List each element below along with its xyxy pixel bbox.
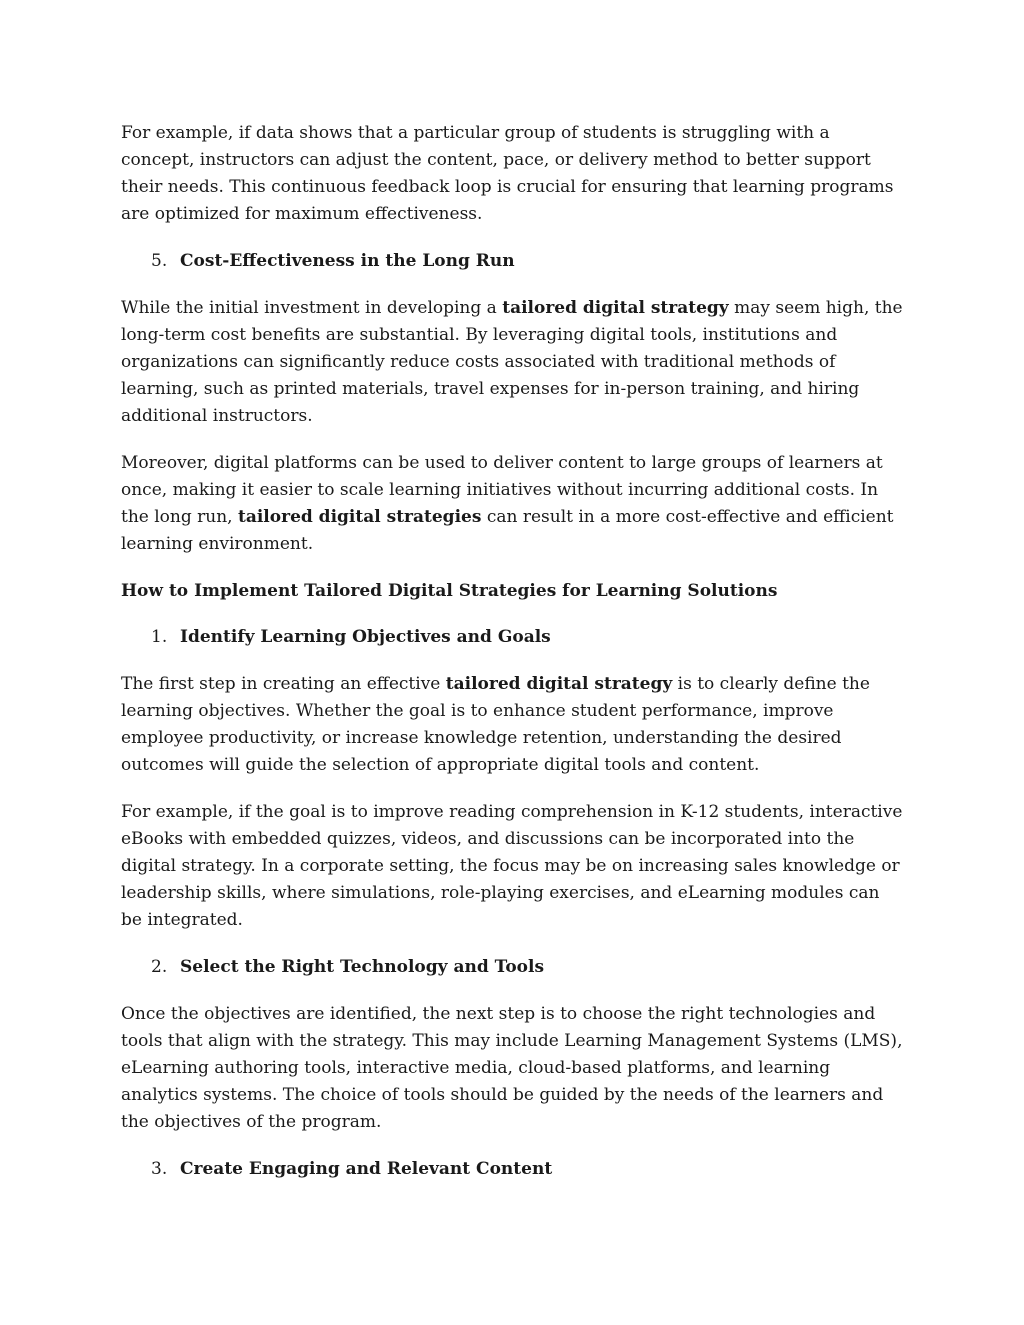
paragraph-first-step xyxy=(121,671,903,779)
text-run: may seem high, the long-term cost benefits are substantial. By leveraging digital tools, institutions and organizations can significantly reduce costs associated with traditional methods of learning, such as printed materials, travel expenses for in-person training, and hiring additional instructors. xyxy=(121,298,903,426)
list-number: 5. xyxy=(151,251,168,271)
paragraph-choose-tools: Once the objectives are identified, the next step is to choose the right technologies and tools that align with the strategy. This may include Learning Management Systems (LMS), eLearning authoring tools, interactive media, cloud-based platforms, and learning analytics systems. The choice of tools should be guided by the needs of the learners and the objectives of the program. xyxy=(121,1004,903,1132)
paragraph-reading-comprehension: For example, if the goal is to improve reading comprehension in K-12 students, interactive eBooks with embedded quizzes, videos, and discussions can be incorporated into the digital strategy. In a corporate setting, the focus may be on increasing sales knowledge or leadership skills, where simulations, role-playing exercises, and eLearning modules can be integrated. xyxy=(121,802,903,930)
list-item-title: Create Engaging and Relevant Content xyxy=(180,1159,553,1179)
text-run: While the initial investment in developing a xyxy=(121,298,503,318)
list-item-cost-effectiveness xyxy=(121,248,903,275)
list-item-identify-objectives xyxy=(121,624,903,651)
bold-term: tailored digital strategies xyxy=(237,507,482,527)
section-heading: How to Implement Tailored Digital Strategies for Learning Solutions xyxy=(121,581,778,601)
paragraph-feedback-loop: For example, if data shows that a particular group of students is struggling with a concept, instructors can adjust the content, pace, or delivery method to better support their needs. This continuous feedback loop is crucial for ensuring that learning programs are optimized for maximum effectiveness. xyxy=(121,123,894,224)
text-run: Moreover, digital platforms can be used to deliver content to large groups of learners at once, making it easier to scale learning initiatives without incurring additional costs. In the long run, xyxy=(121,453,883,527)
bold-term: tailored digital strategy xyxy=(502,298,729,318)
bold-term: tailored digital strategy xyxy=(445,674,673,694)
list-item-title: Select the Right Technology and Tools xyxy=(180,957,545,977)
list-item-title: Identify Learning Objectives and Goals xyxy=(180,627,551,647)
paragraph-initial-investment xyxy=(121,295,903,430)
list-item-create-content xyxy=(121,1156,903,1183)
list-number: 3. xyxy=(151,1159,168,1179)
list-item-select-technology xyxy=(121,954,903,981)
paragraph-scale-learning xyxy=(121,450,903,558)
list-item-title: Cost-Effectiveness in the Long Run xyxy=(180,251,515,271)
text-run: can result in a more cost-effective and efficient learning environment. xyxy=(121,507,894,554)
text-run: is to clearly define the learning objectives. Whether the goal is to enhance student performance, improve employee productivity, or increase knowledge retention, understanding the desired outcomes will guide the selection of appropriate digital tools and content. xyxy=(121,674,870,775)
list-number: 2. xyxy=(151,957,168,977)
text-run: The first step in creating an effective xyxy=(121,674,446,694)
document-page xyxy=(121,120,903,1203)
list-number: 1. xyxy=(151,627,168,647)
